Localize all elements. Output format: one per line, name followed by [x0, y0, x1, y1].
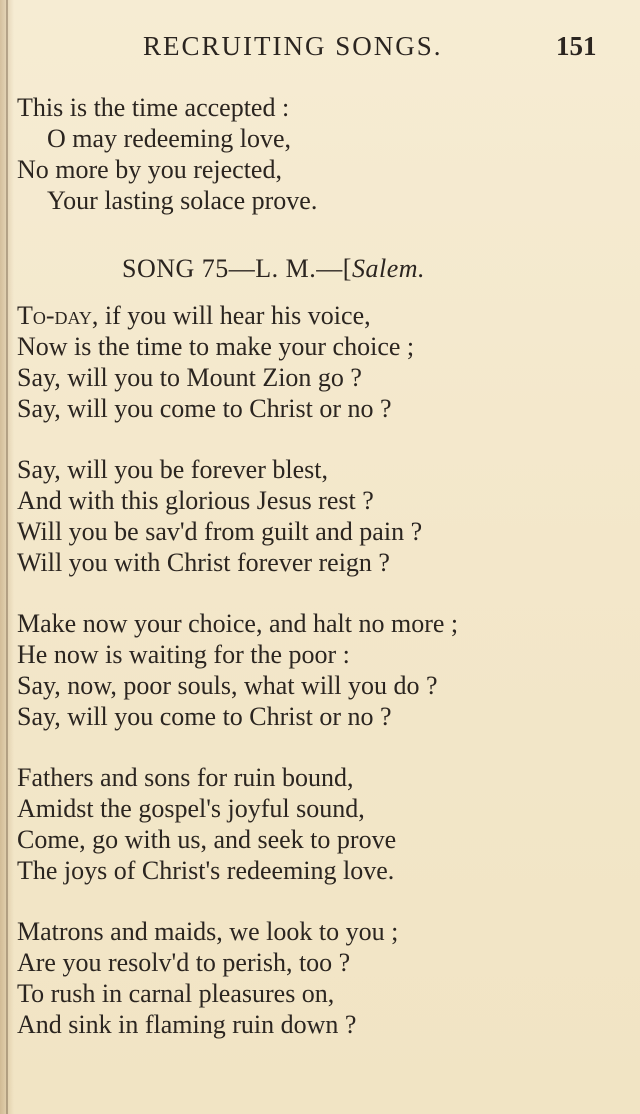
running-head	[0, 28, 640, 68]
verse-line: And with this glorious Jesus rest ?	[17, 486, 374, 515]
verse-line	[17, 300, 617, 331]
stanza-2	[17, 454, 617, 578]
verse-line: This is the time accepted :	[17, 93, 290, 122]
tune-bracket: [	[342, 254, 352, 283]
verse-line: Your lasting solace prove.	[47, 186, 318, 215]
verse-line: Will you with Christ forever reign ?	[17, 548, 390, 577]
verse-line: Matrons and maids, we look to you ;	[17, 917, 399, 946]
running-title: RECRUITING SONGS.	[143, 31, 443, 61]
verse-line: Will you be sav'd from guilt and pain ?	[17, 517, 423, 546]
verse-line-rest: if you will hear his voice,	[98, 301, 371, 330]
verse-line: To rush in carnal pleasures on,	[17, 979, 335, 1008]
verse-line: Say, now, poor souls, what will you do ?	[17, 671, 438, 700]
verse-line: He now is waiting for the poor :	[17, 640, 350, 669]
verse-line: Fathers and sons for ruin bound,	[17, 763, 354, 792]
song-heading	[122, 253, 425, 285]
stanza-continued	[17, 92, 617, 216]
verse-line: Make now your choice, and halt no more ;	[17, 609, 459, 638]
page-number: 151	[556, 31, 597, 61]
stanza-3	[17, 608, 617, 732]
page-gutter-shadow	[6, 0, 8, 1114]
opening-word: To-day,	[17, 301, 99, 330]
verse-line: Amidst the gospel's joyful sound,	[17, 794, 365, 823]
verse-line: Say, will you come to Christ or no ?	[17, 394, 392, 423]
verse-line: Say, will you be forever blest,	[17, 455, 328, 484]
stanza-5	[17, 916, 617, 1040]
verse-line: Come, go with us, and seek to prove	[17, 825, 397, 854]
stanza-1	[17, 300, 617, 424]
verse-line: Now is the time to make your choice ;	[17, 332, 415, 361]
verse-line: Are you resolv'd to perish, too ?	[17, 948, 351, 977]
verse-line: Say, will you come to Christ or no ?	[17, 702, 392, 731]
verse-line: No more by you rejected,	[17, 155, 282, 184]
stanza-4	[17, 762, 617, 886]
verse-line: And sink in flaming ruin down ?	[17, 1010, 357, 1039]
song-number-meter: SONG 75—L. M.—	[122, 254, 343, 283]
verse-line: The joys of Christ's redeeming love.	[17, 856, 395, 885]
verse-line: Say, will you to Mount Zion go ?	[17, 363, 362, 392]
verse-line: O may redeeming love,	[47, 124, 292, 153]
tune-name: Salem.	[351, 254, 426, 283]
